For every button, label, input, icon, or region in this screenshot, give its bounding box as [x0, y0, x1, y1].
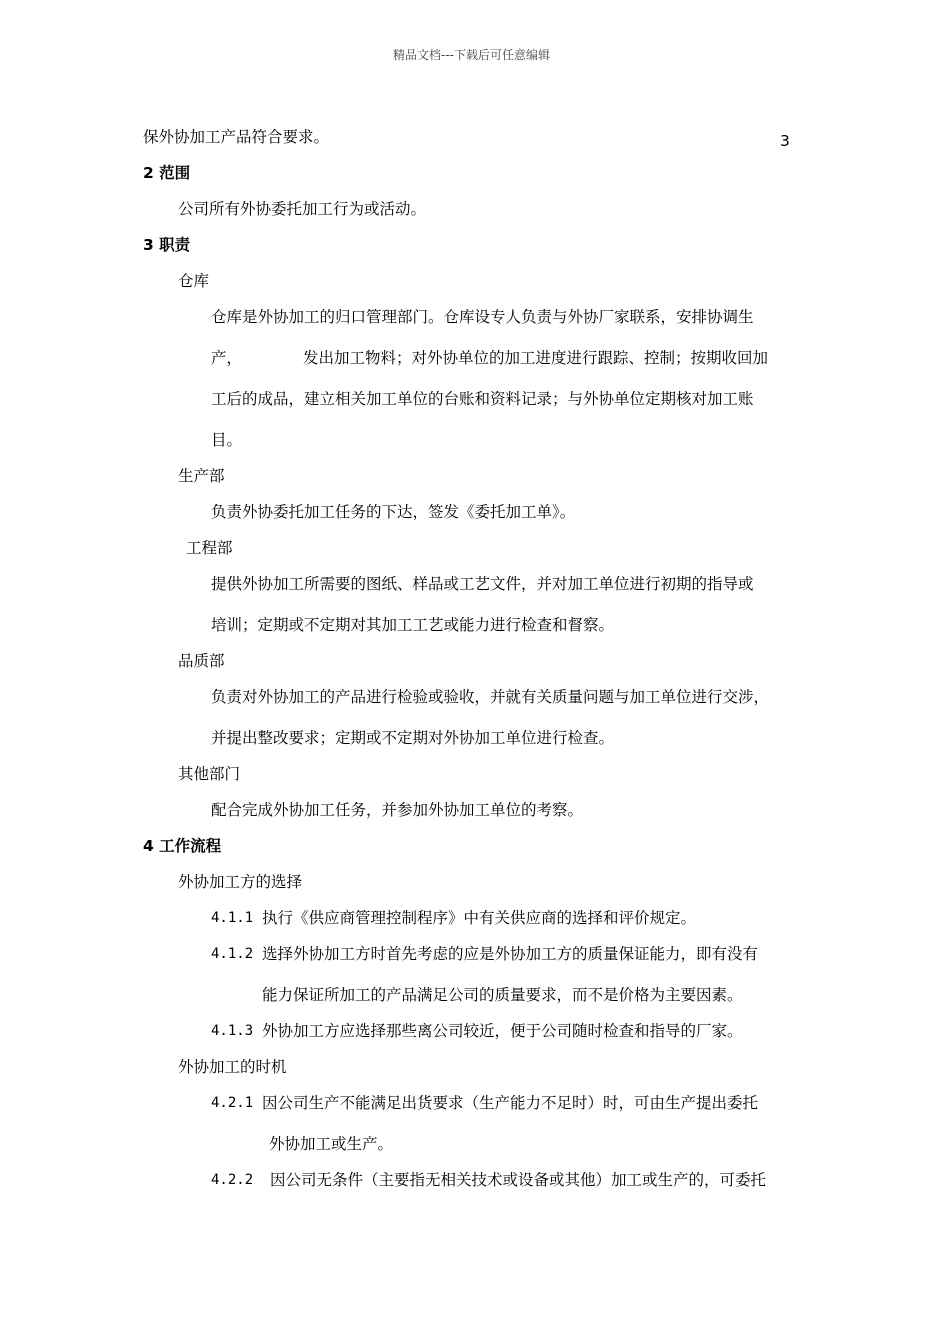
- text-line: 公司所有外协委托加工行为或活动。: [178, 200, 427, 218]
- clause-number: 4.1.2: [211, 946, 254, 962]
- section-heading-workflow: 4 工作流程: [143, 837, 222, 855]
- text-line: 仓库是外协加工的归口管理部门。仓库设专人负责与外协厂家联系，安排协调生: [211, 308, 754, 326]
- subheading-warehouse: 仓库: [178, 272, 210, 290]
- text-line: 配合完成外协加工任务，并参加外协加工单位的考察。: [211, 801, 584, 819]
- text-line: 负责对外协加工的产品进行检验或验收，并就有关质量问题与加工单位进行交涉，: [211, 688, 770, 706]
- subheading-production: 生产部: [178, 467, 225, 485]
- text-line: 因公司无条件（主要指无相关技术或设备或其他）加工或生产的，可委托: [270, 1171, 767, 1189]
- clause-number: 4.2.2: [211, 1172, 254, 1188]
- text-line: 执行《供应商管理控制程序》中有关供应商的选择和评价规定。: [262, 909, 697, 927]
- clause-number: 4.1.1: [211, 910, 254, 926]
- text-line: 工后的成品，建立相关加工单位的台账和资料记录；与外协单位定期核对加工账: [211, 390, 754, 408]
- text-line: 能力保证所加工的产品满足公司的质量要求，而不是价格为主要因素。: [262, 986, 743, 1004]
- subheading-outsourcing-timing: 外协加工的时机: [178, 1058, 287, 1076]
- subheading-supplier-selection: 外协加工方的选择: [178, 873, 303, 891]
- subheading-engineering: 工程部: [186, 539, 233, 557]
- section-heading-scope: 2 范围: [143, 164, 191, 182]
- section-heading-responsibility: 3 职责: [143, 236, 191, 254]
- text-line: 保外协加工产品符合要求。: [143, 128, 330, 146]
- text-line: 提供外协加工所需要的图纸、样品或工艺文件，并对加工单位进行初期的指导或: [211, 575, 754, 593]
- subheading-other-departments: 其他部门: [178, 765, 241, 783]
- text-line: 目。: [211, 431, 243, 449]
- page-number: 3: [780, 132, 790, 150]
- clause-number: 4.2.1: [211, 1095, 254, 1111]
- subheading-quality: 品质部: [178, 652, 225, 670]
- text-line: 外协加工或生产。: [269, 1135, 394, 1153]
- page-header: 精品文档---下载后可任意编辑: [393, 48, 550, 62]
- text-line: 并提出整改要求；定期或不定期对外协加工单位进行检查。: [211, 729, 615, 747]
- text-line: 外协加工方应选择那些离公司较近，便于公司随时检查和指导的厂家。: [262, 1022, 743, 1040]
- text-line: 负责外协委托加工任务的下达，签发《委托加工单》。: [211, 503, 576, 521]
- clause-number: 4.1.3: [211, 1023, 254, 1039]
- text-line: 培训；定期或不定期对其加工工艺或能力进行检查和督察。: [211, 616, 615, 634]
- text-line: 产，: [211, 349, 243, 367]
- text-line: 选择外协加工方时首先考虑的应是外协加工方的质量保证能力，即有没有: [262, 945, 759, 963]
- text-line: 发出加工物料；对外协单位的加工进度进行跟踪、控制；按期收回加: [303, 349, 769, 367]
- text-line: 因公司生产不能满足出货要求（生产能力不足时）时，可由生产提出委托: [262, 1094, 759, 1112]
